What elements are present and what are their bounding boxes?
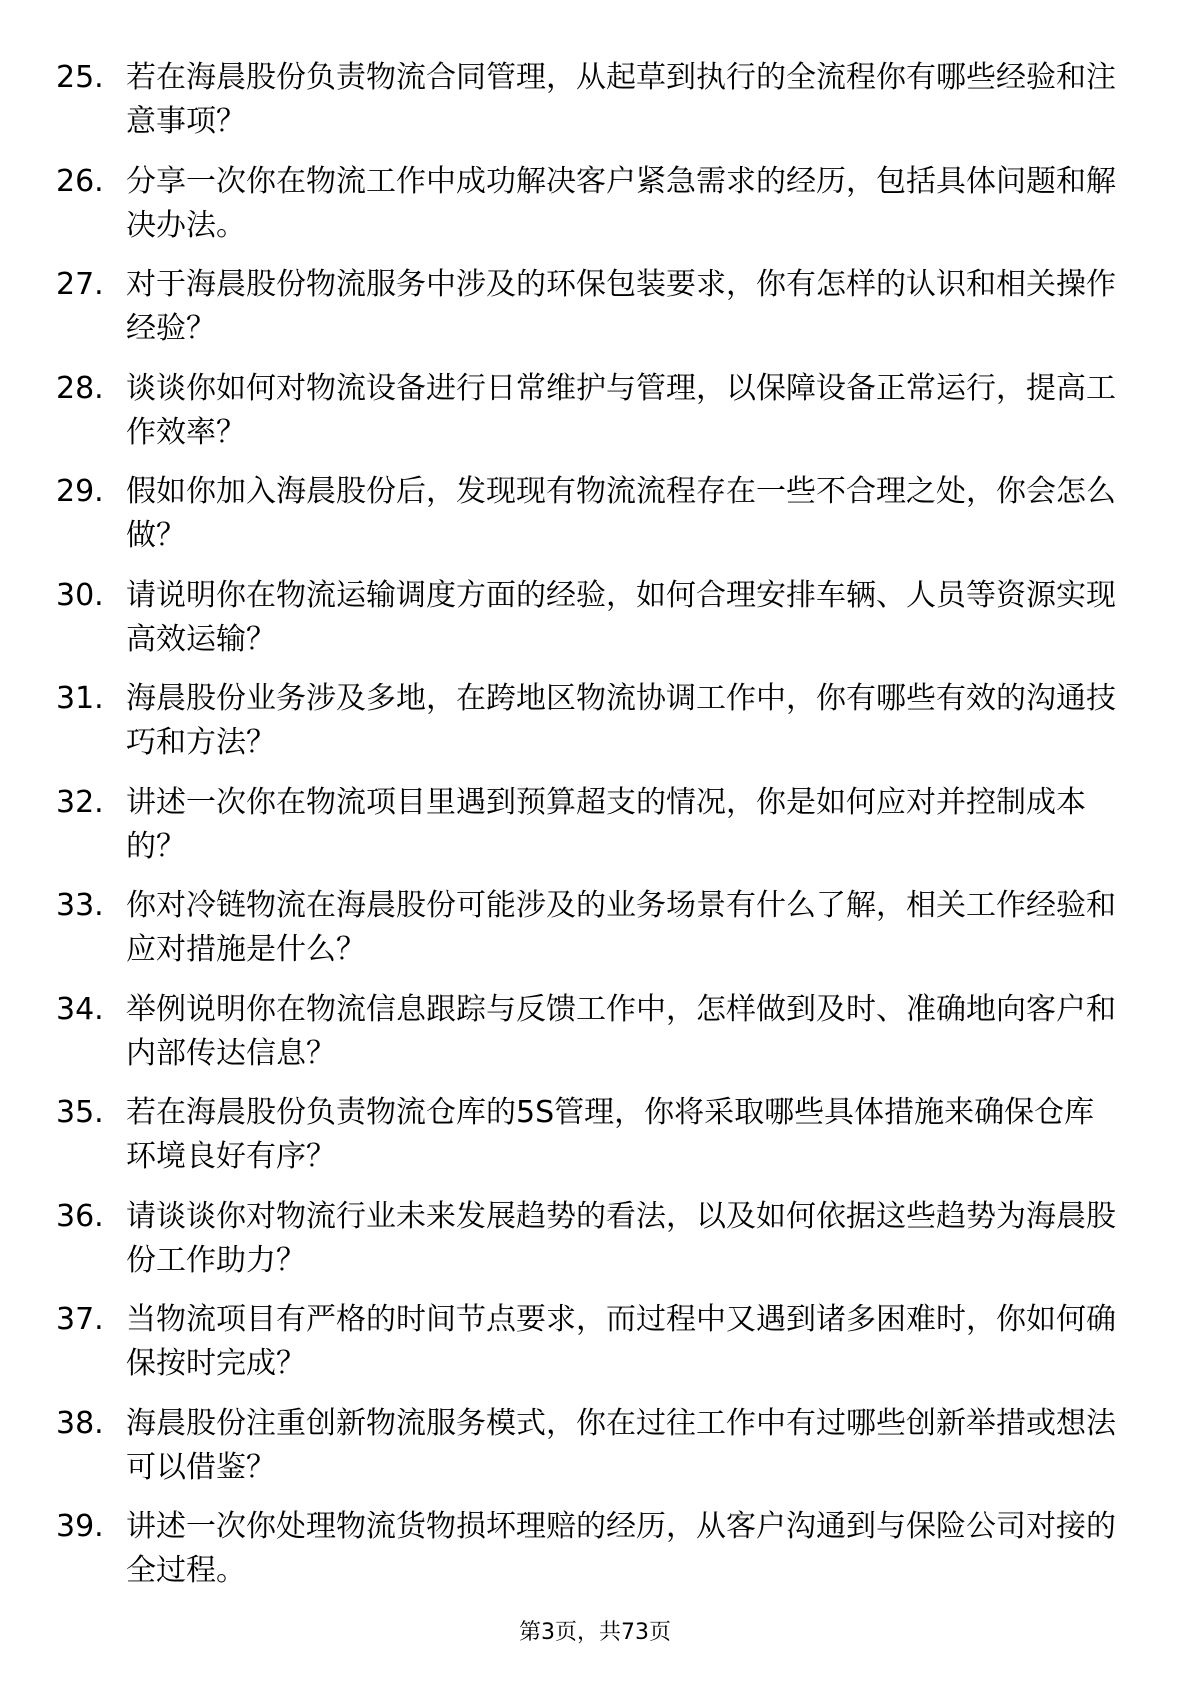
question-list xyxy=(56,56,1116,1609)
question-text: 讲述一次你在物流项目里遇到预算超支的情况，你是如何应对并控制成本的？ xyxy=(126,784,1086,864)
question-number: 34. xyxy=(56,991,104,1027)
question-number: 33. xyxy=(56,888,104,923)
question-item xyxy=(56,1091,1116,1195)
page-footer xyxy=(0,1618,1190,1648)
question-item xyxy=(56,1195,1116,1299)
question-number: 25. xyxy=(56,60,104,95)
question-item xyxy=(56,160,1116,264)
question-text: 请说明你在物流运输调度方面的经验，如何合理安排车辆、人员等资源实现高效运输？ xyxy=(126,577,1116,657)
question-text: 分享一次你在物流工作中成功解决客户紧急需求的经历，包括具体问题和解决办法。 xyxy=(126,163,1116,243)
question-text: 假如你加入海晨股份后，发现现有物流流程存在一些不合理之处，你会怎么做？ xyxy=(126,474,1116,553)
question-item xyxy=(56,470,1116,574)
question-item xyxy=(56,884,1116,988)
question-text: 对于海晨股份物流服务中涉及的环保包装要求，你有怎样的认识和相关操作经验？ xyxy=(126,267,1116,346)
question-item xyxy=(56,367,1116,471)
question-item xyxy=(56,56,1116,160)
question-number: 26. xyxy=(56,163,104,199)
question-item xyxy=(56,574,1116,678)
question-number: 32. xyxy=(56,784,104,820)
question-item xyxy=(56,1402,1116,1506)
question-text: 谈谈你如何对物流设备进行日常维护与管理，以保障设备正常运行，提高工作效率？ xyxy=(126,370,1116,450)
question-number: 39. xyxy=(56,1509,104,1544)
question-item xyxy=(56,677,1116,781)
question-item xyxy=(56,263,1116,367)
question-text: 你对冷链物流在海晨股份可能涉及的业务场景有什么了解，相关工作经验和应对措施是什么？ xyxy=(126,888,1116,967)
question-number: 37. xyxy=(56,1302,104,1337)
question-item xyxy=(56,1298,1116,1402)
question-number: 38. xyxy=(56,1405,104,1441)
question-number: 30. xyxy=(56,577,104,613)
question-item xyxy=(56,1505,1116,1609)
question-text: 海晨股份注重创新物流服务模式，你在过往工作中有过哪些创新举措或想法可以借鉴？ xyxy=(126,1405,1116,1485)
page-number-label: 第3页，共73页 xyxy=(519,1620,671,1645)
question-number: 27. xyxy=(56,267,104,302)
question-text: 举例说明你在物流信息跟踪与反馈工作中，怎样做到及时、准确地向客户和内部传达信息？ xyxy=(126,991,1116,1071)
question-item xyxy=(56,988,1116,1092)
question-text: 讲述一次你处理物流货物损坏理赔的经历，从客户沟通到与保险公司对接的全过程。 xyxy=(126,1509,1116,1588)
question-number: 35. xyxy=(56,1095,104,1130)
question-number: 28. xyxy=(56,370,104,406)
question-text: 请谈谈你对物流行业未来发展趋势的看法，以及如何依据这些趋势为海晨股份工作助力？ xyxy=(126,1198,1116,1278)
question-text: 当物流项目有严格的时间节点要求，而过程中又遇到诸多困难时，你如何确保按时完成？ xyxy=(126,1302,1116,1381)
question-number: 29. xyxy=(56,474,104,509)
question-text: 若在海晨股份负责物流仓库的5S管理，你将采取哪些具体措施来确保仓库环境良好有序？ xyxy=(126,1095,1095,1174)
question-item xyxy=(56,781,1116,885)
question-text: 若在海晨股份负责物流合同管理，从起草到执行的全流程你有哪些经验和注意事项？ xyxy=(126,60,1116,139)
question-text: 海晨股份业务涉及多地，在跨地区物流协调工作中，你有哪些有效的沟通技巧和方法？ xyxy=(126,681,1116,760)
question-number: 36. xyxy=(56,1198,104,1234)
question-number: 31. xyxy=(56,681,104,716)
